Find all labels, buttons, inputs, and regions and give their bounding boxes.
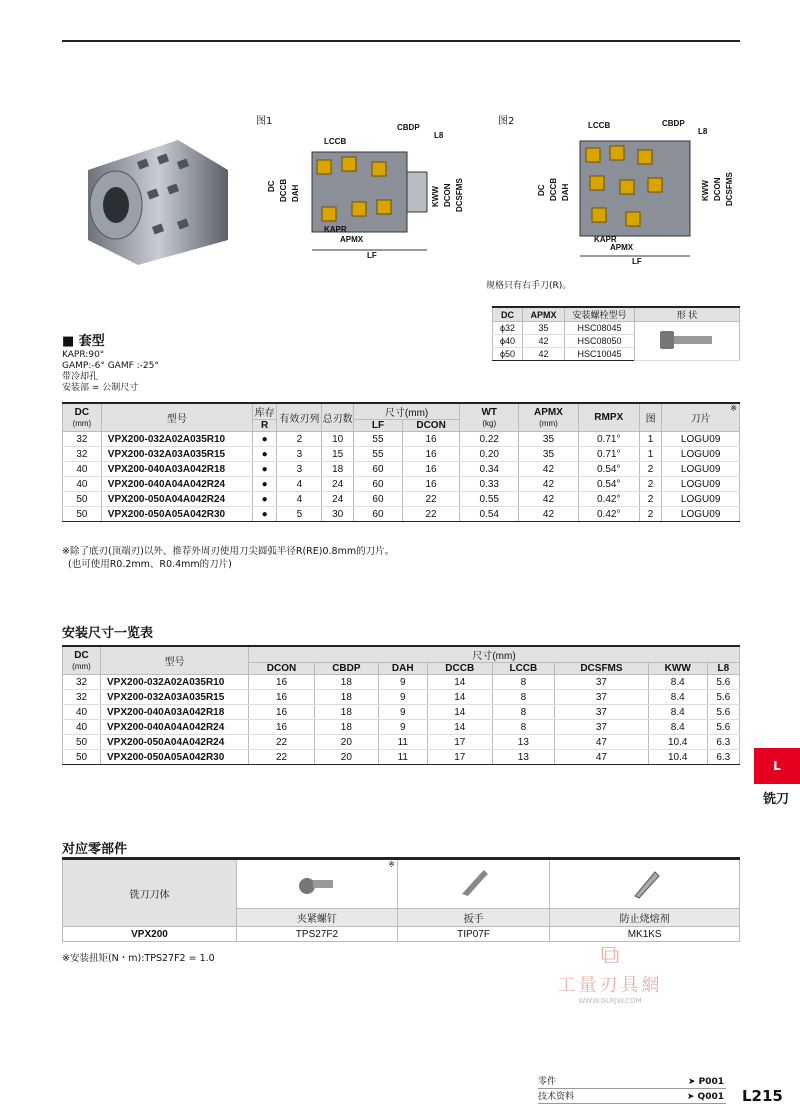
table-cell: 18 [315, 675, 379, 690]
col-stock: 库存 [252, 403, 277, 420]
table-cell: 2 [639, 492, 661, 507]
table-cell: 2 [639, 477, 661, 492]
bolt-icon [652, 325, 722, 355]
table-cell: 16 [249, 720, 315, 735]
parts-item-label: 扳手 [397, 909, 549, 927]
product-photo [68, 130, 238, 270]
mount-col: CBDP [315, 663, 379, 675]
table-row [63, 462, 740, 477]
table-note-1: ※除了底刃(顶端刃)以外、推荐外周刃使用刀尖圆弧半径R(RE)0.8mm的刀片。 [62, 546, 395, 557]
table-row [63, 492, 740, 507]
table-cell: 16 [249, 705, 315, 720]
table-cell: 8.4 [648, 690, 707, 705]
svg-text:L8: L8 [434, 131, 444, 140]
table-cell: 16 [402, 477, 459, 492]
parts-model: VPX200 [63, 927, 237, 942]
table-cell: 18 [322, 462, 354, 477]
svg-text:LF: LF [632, 257, 642, 266]
table-cell: 40 [63, 705, 101, 720]
table-row [63, 690, 740, 705]
mount-table [62, 645, 740, 765]
table-cell: 37 [555, 675, 649, 690]
table-cell: 22 [402, 492, 459, 507]
table-cell: 16 [249, 690, 315, 705]
table-cell: 4 [277, 492, 322, 507]
table-cell: 2 [639, 462, 661, 477]
table-cell: 14 [427, 690, 492, 705]
table-cell: 0.20 [460, 447, 519, 462]
figure1-diagram [262, 122, 472, 262]
bolt-shape-cell [635, 322, 740, 361]
table-cell: 6.3 [707, 750, 739, 765]
table-cell: LOGU09 [662, 447, 740, 462]
parts-body-label: 铣刀刀体 [63, 859, 237, 927]
table-cell: 22 [249, 735, 315, 750]
table-row [63, 477, 740, 492]
svg-text:LCCB: LCCB [588, 121, 611, 130]
table-row [63, 507, 740, 522]
table-cell: 14 [427, 675, 492, 690]
table-cell: 16 [249, 675, 315, 690]
table-cell: 47 [555, 735, 649, 750]
svg-text:DCON: DCON [443, 183, 452, 207]
table-cell: 16 [402, 447, 459, 462]
table-cell: 42 [519, 462, 578, 477]
screw-cell: ϕ32 [493, 322, 523, 335]
mount-col: KWW [648, 663, 707, 675]
table-cell: 10.4 [648, 750, 707, 765]
table-cell: 0.34 [460, 462, 519, 477]
table-cell: 60 [353, 462, 402, 477]
parts-code: MK1KS [550, 927, 740, 942]
table-cell: 60 [353, 477, 402, 492]
info-line: 带冷却孔 [62, 372, 99, 382]
table-cell: 30 [322, 507, 354, 522]
parts-item-label: 防止烧熔剂 [550, 909, 740, 927]
col-apmx: APMX (mm) [519, 403, 578, 432]
screw-cell: ϕ50 [493, 348, 523, 361]
table-cell: 18 [315, 690, 379, 705]
mount-col-dims: 尺寸(mm) [249, 646, 740, 663]
mount-col-model: 型号 [101, 646, 249, 675]
svg-text:LF: LF [367, 251, 377, 260]
watermark [540, 940, 680, 1005]
section-title-mount: 安装尺寸一览表 [62, 626, 154, 641]
screw-table [492, 306, 740, 361]
table-cell: 50 [63, 735, 101, 750]
table-cell: 0.42° [578, 507, 639, 522]
table-cell: 14 [427, 720, 492, 735]
col-dcon: DCON [402, 420, 459, 432]
screw-cell: HSC08050 [565, 335, 635, 348]
table-cell: 5.6 [707, 720, 739, 735]
parts-code: TPS27F2 [237, 927, 398, 942]
svg-text:KWW: KWW [701, 180, 710, 201]
table-cell: 14 [427, 705, 492, 720]
spec-note: 规格只有右手刀(R)。 [486, 281, 572, 291]
torque-note: ※安装扭矩(N・m):TPS27F2 = 1.0 [62, 953, 215, 964]
screw-col-dc: DC [493, 307, 523, 322]
parts-paste-img [550, 859, 740, 909]
screw-cell: 35 [523, 322, 565, 335]
screw-col-apmx: APMX [523, 307, 565, 322]
table-cell: 37 [555, 705, 649, 720]
svg-text:DCCB: DCCB [279, 178, 288, 202]
table-cell: 0.54° [578, 462, 639, 477]
screw-col-shape: 形 状 [635, 307, 740, 322]
mount-col: DCCB [427, 663, 492, 675]
table-cell: 16 [402, 462, 459, 477]
info-line: KAPR:90° [62, 350, 105, 360]
table-cell: 9 [378, 705, 427, 720]
svg-text:CBDP: CBDP [397, 123, 420, 132]
svg-text:CBDP: CBDP [662, 119, 685, 128]
table-cell: VPX200-032A02A035R10 [101, 432, 252, 447]
table-cell: 3 [277, 447, 322, 462]
table-cell: ● [252, 477, 277, 492]
table-cell: VPX200-032A03A035R15 [101, 690, 249, 705]
table-cell: 40 [63, 477, 102, 492]
screw-cell: 42 [523, 348, 565, 361]
col-r: R [252, 420, 277, 432]
table-cell: 32 [63, 675, 101, 690]
info-line: 安装部 = 公制尺寸 [62, 383, 139, 393]
table-cell: 0.22 [460, 432, 519, 447]
screw-col-bolt: 安装螺栓型号 [565, 307, 635, 322]
table-cell: 37 [555, 690, 649, 705]
table-cell: ● [252, 432, 277, 447]
svg-text:LCCB: LCCB [324, 137, 347, 146]
paste-tube-icon [625, 866, 665, 900]
figure2-diagram [530, 116, 740, 266]
col-model: 型号 [101, 403, 252, 432]
table-cell: LOGU09 [662, 462, 740, 477]
table-cell: 8 [492, 705, 554, 720]
table-cell: 47 [555, 750, 649, 765]
screw-icon [297, 868, 337, 898]
col-wt: WT (kg) [460, 403, 519, 432]
table-cell: 42 [519, 507, 578, 522]
table-cell: VPX200-050A04A042R24 [101, 492, 252, 507]
svg-text:APMX: APMX [610, 243, 634, 252]
spec-info [62, 350, 159, 394]
section-tab: L [754, 748, 800, 784]
table-cell: 0.42° [578, 492, 639, 507]
table-cell: 11 [378, 735, 427, 750]
table-cell: 0.71° [578, 432, 639, 447]
table-cell: 60 [353, 492, 402, 507]
page-number: L215 [742, 1087, 783, 1105]
svg-text:DCCB: DCCB [549, 177, 558, 201]
table-cell: LOGU09 [662, 432, 740, 447]
table-cell: ● [252, 462, 277, 477]
top-rule [62, 40, 740, 42]
table-cell: 8.4 [648, 720, 707, 735]
table-cell: 20 [315, 750, 379, 765]
table-cell: 20 [315, 735, 379, 750]
parts-item-label: 夹紧螺钉 [237, 909, 398, 927]
watermark-logo-icon: ⧉ [600, 940, 620, 970]
col-dims: 尺寸(mm) [353, 403, 459, 420]
col-total-teeth: 总刃数 [322, 403, 354, 432]
table-cell: 11 [378, 750, 427, 765]
table-cell: 0.54 [460, 507, 519, 522]
parts-screw-img: ※ [237, 859, 398, 909]
col-fig: 图 [639, 403, 661, 432]
col-rmpx: RMPX [578, 403, 639, 432]
table-cell: ● [252, 447, 277, 462]
table-cell: 60 [353, 507, 402, 522]
table-cell: 5 [277, 507, 322, 522]
col-insert: 刀片 ※ [662, 403, 740, 432]
figure1-label: 图1 [256, 116, 273, 127]
table-cell: 2 [277, 432, 322, 447]
table-cell: 35 [519, 447, 578, 462]
svg-text:DAH: DAH [291, 184, 300, 202]
table-cell: VPX200-032A03A035R15 [101, 447, 252, 462]
table-cell: 8 [492, 720, 554, 735]
screw-cell: ϕ40 [493, 335, 523, 348]
table-cell: VPX200-040A03A042R18 [101, 705, 249, 720]
table-cell: 32 [63, 432, 102, 447]
svg-text:KAPR: KAPR [594, 235, 617, 244]
product-table [62, 402, 740, 522]
mount-col: DCSFMS [555, 663, 649, 675]
table-cell: 50 [63, 507, 102, 522]
table-cell: 37 [555, 720, 649, 735]
svg-text:DC: DC [537, 184, 546, 196]
table-cell: 0.33 [460, 477, 519, 492]
watermark-url: WWW.GLRJW.COM [578, 997, 642, 1005]
mount-col: L8 [707, 663, 739, 675]
table-cell: 18 [315, 720, 379, 735]
table-cell: VPX200-050A05A042R30 [101, 507, 252, 522]
table-cell: 22 [402, 507, 459, 522]
table-cell: 5.6 [707, 705, 739, 720]
table-cell: 8.4 [648, 675, 707, 690]
table-cell: 0.71° [578, 447, 639, 462]
screw-cell: 42 [523, 335, 565, 348]
table-cell: 9 [378, 720, 427, 735]
col-lf: LF [353, 420, 402, 432]
section-tab-label: 铣刀 [762, 792, 789, 807]
col-dc: DC (mm) [63, 403, 102, 432]
parts-code: TIP07F [397, 927, 549, 942]
table-cell: 1 [639, 432, 661, 447]
svg-text:DCSFMS: DCSFMS [725, 172, 734, 206]
table-cell: 40 [63, 720, 101, 735]
mount-col: DAH [378, 663, 427, 675]
mount-col: LCCB [492, 663, 554, 675]
svg-text:APMX: APMX [340, 235, 364, 244]
table-row [63, 432, 740, 447]
section-title-set: ■ 套型 [62, 334, 105, 349]
svg-text:KAPR: KAPR [324, 225, 347, 234]
watermark-title: 工量刃具網 [557, 975, 663, 996]
table-cell: VPX200-050A05A042R30 [101, 750, 249, 765]
table-cell: 6.3 [707, 735, 739, 750]
parts-wrench-img [397, 859, 549, 909]
table-cell: 10.4 [648, 735, 707, 750]
table-cell: VPX200-040A03A042R18 [101, 462, 252, 477]
screw-cell: HSC08045 [565, 322, 635, 335]
table-cell: 4 [277, 477, 322, 492]
svg-text:DCSFMS: DCSFMS [455, 178, 464, 212]
svg-text:KWW: KWW [431, 186, 440, 207]
footer-link-parts[interactable]: 零件 ➤ P001 [538, 1077, 724, 1087]
table-cell: LOGU09 [662, 492, 740, 507]
table-row [63, 735, 740, 750]
info-line: GAMP:-6° GAMF :-25° [62, 361, 159, 371]
section-title-parts: 对应零部件 [62, 842, 128, 857]
table-cell: 32 [63, 447, 102, 462]
screw-cell: HSC10045 [565, 348, 635, 361]
table-cell: 17 [427, 735, 492, 750]
table-cell: 55 [353, 432, 402, 447]
table-cell: 24 [322, 477, 354, 492]
svg-text:DCON: DCON [713, 177, 722, 201]
table-cell: 18 [315, 705, 379, 720]
table-cell: 8 [492, 675, 554, 690]
table-cell: 42 [519, 477, 578, 492]
table-cell: 17 [427, 750, 492, 765]
footer-link-tech[interactable]: 技术资料 ➤ Q001 [538, 1092, 724, 1102]
table-cell: 42 [519, 492, 578, 507]
figure2-label: 图2 [498, 116, 515, 127]
wrench-icon [454, 866, 494, 900]
table-cell: ● [252, 507, 277, 522]
table-cell: 13 [492, 750, 554, 765]
table-cell: 24 [322, 492, 354, 507]
table-cell: 3 [277, 462, 322, 477]
table-cell: 0.54° [578, 477, 639, 492]
table-row [63, 720, 740, 735]
table-cell: VPX200-040A04A042R24 [101, 720, 249, 735]
table-cell: 9 [378, 690, 427, 705]
table-cell: VPX200-040A04A042R24 [101, 477, 252, 492]
table-cell: 2 [639, 507, 661, 522]
mount-col: DCON [249, 663, 315, 675]
table-cell: 50 [63, 750, 101, 765]
table-cell: 9 [378, 675, 427, 690]
parts-table [62, 857, 740, 942]
table-cell: 8 [492, 690, 554, 705]
table-cell: 13 [492, 735, 554, 750]
col-eff-teeth: 有效刃列 [277, 403, 322, 432]
table-cell: ● [252, 492, 277, 507]
table-cell: 5.6 [707, 675, 739, 690]
table-cell: 35 [519, 432, 578, 447]
table-cell: 15 [322, 447, 354, 462]
table-cell: 5.6 [707, 690, 739, 705]
table-row [63, 750, 740, 765]
table-cell: 8.4 [648, 705, 707, 720]
table-cell: 0.55 [460, 492, 519, 507]
svg-text:L8: L8 [698, 127, 708, 136]
table-cell: 40 [63, 462, 102, 477]
mount-col-dc: DC (mm) [63, 646, 101, 675]
table-cell: 50 [63, 492, 102, 507]
table-cell: VPX200-032A02A035R10 [101, 675, 249, 690]
table-cell: LOGU09 [662, 477, 740, 492]
table-note-2: (也可使用R0.2mm、R0.4mm的刀片) [68, 559, 232, 570]
table-cell: LOGU09 [662, 507, 740, 522]
table-cell: 32 [63, 690, 101, 705]
table-cell: 1 [639, 447, 661, 462]
table-cell: 22 [249, 750, 315, 765]
table-cell: VPX200-050A04A042R24 [101, 735, 249, 750]
table-row [63, 447, 740, 462]
table-cell: 55 [353, 447, 402, 462]
svg-text:DAH: DAH [561, 183, 570, 201]
table-row [63, 705, 740, 720]
table-cell: 10 [322, 432, 354, 447]
table-row [63, 675, 740, 690]
svg-text:DC: DC [267, 180, 276, 192]
table-cell: 16 [402, 432, 459, 447]
